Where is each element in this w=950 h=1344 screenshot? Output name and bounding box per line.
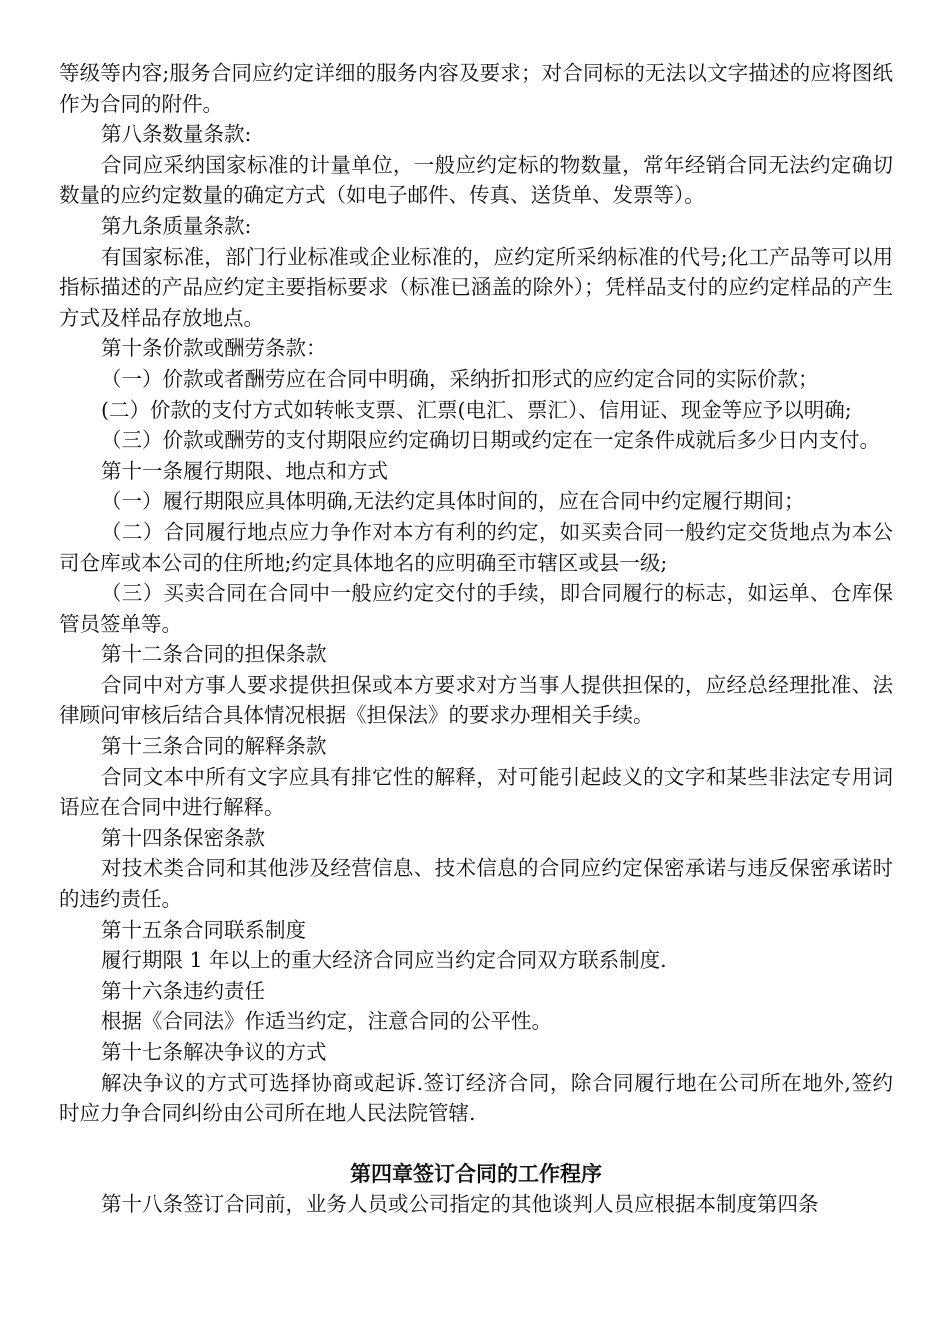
article-16-body: 根据《合同法》作适当约定，注意合同的公平性。 <box>101 1009 552 1034</box>
article-9-title: 第九条质量条款: <box>101 213 252 238</box>
article-10-title: 第十条价款或酬劳条款： <box>101 336 327 361</box>
article-17-title: 第十七条解决争议的方式 <box>101 1040 327 1064</box>
article-10-item-1: （一）价款或者酬劳应在合同中明确，采纳折扣形式的应约定合同的实际价款； <box>101 366 819 391</box>
article-8-body: 合同应采纳国家标准的计量单位，一般应约定标的物数量，常年经销合同无法约定确切数量的应约定数量的确定方式（如电子邮件、传真、送货单、发票等）。 <box>59 152 893 208</box>
article-13-title: 第十三条合同的解释条款 <box>101 734 327 759</box>
article-15-title: 第十五条合同联系制度 <box>101 917 306 942</box>
article-11-item-1: （一）履行期限应具体明确,无法约定具体时间的，应在合同中约定履行期间； <box>101 489 805 514</box>
article-16-title: 第十六条违约责任 <box>101 978 265 1003</box>
article-18-body: 第十八条签订合同前，业务人员或公司指定的其他谈判人员应根据本制度第四条 <box>101 1192 819 1217</box>
chapter-heading: 第四章签订合同的工作程序 <box>350 1160 602 1186</box>
article-8-title: 第八条数量条款: <box>101 122 252 147</box>
article-10-item-3: （三）价款或酬劳的支付期限应约定确切日期或约定在一定条件成就后多少日内支付。 <box>101 428 880 453</box>
document-body <box>59 58 893 1220</box>
paragraph-continuation: 等级等内容;服务合同应约定详细的服务内容及要求；对合同标的无法以文字描述的应将图纸作为合同的附件。 <box>59 61 893 116</box>
article-11-item-3: （三）买卖合同在合同中一般应约定交付的手续，即合同履行的标志，如运单、仓库保管员签单等。 <box>59 581 893 636</box>
article-10-item-2: (二）价款的支付方式如转帐支票、汇票(电汇、票汇）、信用证、现金等应予以明确; <box>101 397 852 422</box>
article-14-title: 第十四条保密条款 <box>101 825 265 850</box>
article-17-body: 解决争议的方式可选择协商或起诉.签订经济合同，除合同履行地在公司所在地外,签约时应力争合同纠纷由公司所在地人民法院管辖. <box>59 1070 893 1126</box>
document-page <box>59 58 893 1220</box>
article-9-body: 有国家标准，部门行业标准或企业标准的，应约定所采纳标准的代号;化工产品等可以用指标描述的产品应约定主要指标要求（标准已涵盖的除外）；凭样品支付的应约定样品的产生方式及样品存放地点。 <box>59 244 893 330</box>
article-13-body: 合同文本中所有文字应具有排它性的解释，对可能引起歧义的文字和某些非法定专用词语应在合同中进行解释。 <box>59 764 893 820</box>
article-12-title: 第十二条合同的担保条款 <box>101 642 327 667</box>
article-15-body: 履行期限 1 年以上的重大经济合同应当约定合同双方联系制度. <box>101 948 667 973</box>
article-12-body: 合同中对方事人要求提供担保或本方要求对方当事人提供担保的，应经总经理批准、法律顾问审核后结合具体情况根据《担保法》的要求办理相关手续。 <box>59 672 893 728</box>
article-11-item-2: （二）合同履行地点应力争作对本方有利的约定，如买卖合同一般约定交货地点为本公司仓库或本公司的住所地;约定具体地名的应明确至市辖区或县一级; <box>59 519 893 575</box>
article-11-title: 第十一条履行期限、地点和方式 <box>101 458 388 483</box>
article-14-body: 对技术类合同和其他涉及经营信息、技术信息的合同应约定保密承诺与违反保密承诺时的违约责任。 <box>59 856 893 912</box>
